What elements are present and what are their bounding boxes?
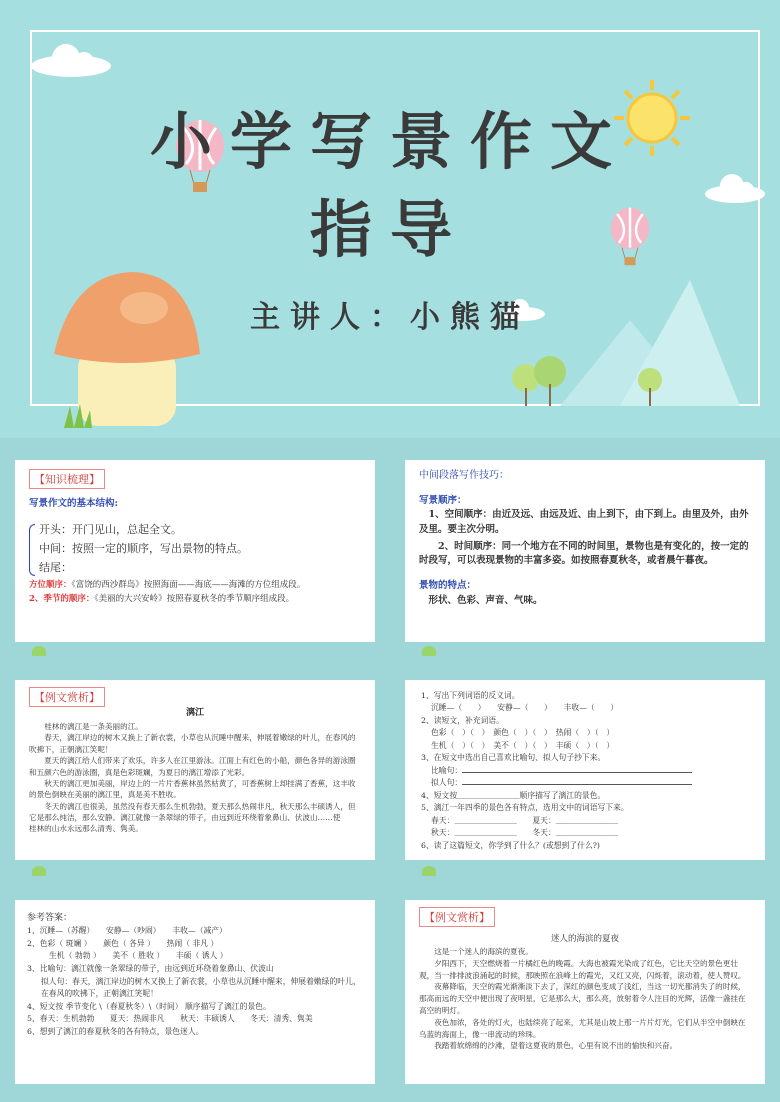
essay-paragraph: 桂林的漓江是一条美丽的江。 <box>44 721 143 731</box>
exercise-line: 沉睡—（ ） 安静—（ ） 丰收—（ ） <box>431 703 619 713</box>
features-subheading: 景物的特点： <box>419 580 477 592</box>
essay-paragraph: 夜色加浓，各处的灯火，也陆续亮了起来，尤其是山坡上那一片片灯光，它们从半空中倒映在乌蓝的海面上，像一串流动的珍珠。 <box>419 1017 746 1039</box>
answers-heading: 参考答案： <box>27 913 73 923</box>
exercise-line: 生机（ ）（ ） 美不（ ）（ ） 丰硕（ ）（ ） <box>431 740 615 750</box>
exercise-line: 2、读短文，补充词语。 <box>421 715 504 725</box>
slide-example-lijiang[interactable] <box>15 680 375 860</box>
answer-line: 5、春天：生机勃勃 夏天：热闹非凡 秋天：丰硕诱人 冬天：清秀、隽美 <box>27 1014 313 1024</box>
exercise-line: 拟人句： <box>421 777 749 789</box>
answer-line: 生机（ 勃勃 ） 美不（ 胜收 ） 丰硕（ 诱人 ） <box>49 951 228 961</box>
tree-icon <box>636 366 666 406</box>
title-line-1: 小学写景作文 <box>149 105 630 178</box>
section-heading: 中间段落写作技巧： <box>419 470 509 481</box>
brace-icon <box>29 524 35 576</box>
essay-paragraph: 夜幕降临，天空的霞光渐渐淡下去了，深红的颜色变成了浅红，当这一切光都消失了的时候，那高而远的天空中便出现了夜明星，它是那么大，那么亮，放射着令人注目的光辉，活像一盏挂在高空的明灯。 <box>419 982 746 1015</box>
features-text: 形状、色彩、声音、气味。 <box>428 594 543 606</box>
exercise-line: 6、读了这篇短文，你学到了什么？(或想到了什么?) <box>421 840 600 850</box>
time-order-text: 2、时间顺序：同一个地方在不同的时间里，景物也是有变化的，按一定的时段写，可以表现景物的丰富多姿。如按照春夏秋冬，或者晨午暮夜。 <box>419 540 749 567</box>
answer-line: 2、色彩（ 斑斓 ） 颜色（ 各异 ） 热闹（ 非凡 ） <box>27 938 219 948</box>
answer-line: 1、沉睡—（苏醒） 安静—（吵闹） 丰收—（减产） <box>27 926 227 935</box>
essay-title: 迷人的海滨的夏夜 <box>550 934 619 944</box>
exercise-line: 3、在短文中选出自己喜欢比喻句、拟人句子抄下来。 <box>421 753 606 763</box>
structure-middle: 中间：按照一定的顺序，写出景物的特点。 <box>39 541 248 555</box>
section-tag: 【知识梳理】 <box>29 469 105 489</box>
slide-example-seaside[interactable] <box>405 900 765 1084</box>
grass-icon <box>422 866 436 876</box>
answer-blank[interactable] <box>462 772 692 773</box>
grass-icon <box>422 646 436 656</box>
exercise-line: 春天：＿＿＿＿＿＿＿＿ 夏天：＿＿＿＿＿＿＿＿ <box>431 815 619 825</box>
order-subheading: 写景顺序： <box>419 494 467 506</box>
title-slide[interactable] <box>0 0 780 438</box>
slide-answers[interactable] <box>15 900 375 1084</box>
order-example-2: 2、季节的顺序：《美丽的大兴安岭》按照春夏秋冬的季节顺序组成段。 <box>29 593 295 604</box>
exercise-line: 1、写出下列词语的反义词。 <box>421 691 520 700</box>
essay-paragraph: 夕阳西下，天空燃烧着一片橘红色的晚霞。大海也被霞光染成了红色，它比天空的景色更壮观，当一排排波浪涌起的时候，那映照在浪峰上的霞光，又红又亮，闪烁着，滚动着，使人赞叹。 <box>419 958 746 980</box>
structure-opening: 开头：开门见山，总起全文。 <box>39 522 182 536</box>
answer-blank[interactable] <box>462 784 692 785</box>
cloud-icon <box>26 40 116 78</box>
space-order-text: 1、空间顺序：由近及远、由远及近、由上到下，由下到上。由里及外，由外及里。要主次分明。 <box>419 509 749 535</box>
essay-paragraph: 秋天的漓江更加美丽，岸边上的一片片香蕉林虽然枯黄了，可香蕉树上却挂满了香蕉，这丰收的景色倒映在美丽的漓江里，真是美不胜收。 <box>29 778 356 800</box>
essay-paragraph: 夏天的漓江给人们带来了欢乐，许多人在江里游泳。江面上有红色的小船，颜色各异的游泳圈和五颜六色的游泳圈，真是色彩斑斓，为夏日的漓江增添了光彩。 <box>29 756 356 777</box>
exercise-line: 5、漓江一年四季的景色各有特点，选用文中的词语写下来。 <box>421 803 629 813</box>
grass-icon <box>60 402 94 428</box>
section-tag: 【例文赏析】 <box>29 687 105 707</box>
answer-line: 拟人句：春天，漓江岸边的树木又换上了新衣裳，小草也从沉睡中醒来，伸展着嫩绿的叶儿，在春风的吹拂下，正朝漓江笑呢！ <box>41 976 361 999</box>
structure-list <box>29 520 361 578</box>
essay-paragraph: 春天，漓江岸边的树木又换上了新衣裳，小草也从沉睡中醒来，伸展着嫩绿的叶儿，在春风的吹拂下，正朝漓江笑呢！ <box>29 733 356 754</box>
essay-paragraph: 我踏着软绵绵的沙滩，望着这夏夜的景色，心里有说不出的愉快和兴奋。 <box>434 1041 678 1051</box>
answer-line: 6、想到了漓江的春夏秋冬的各有特点，景色迷人。 <box>27 1027 204 1036</box>
grass-icon <box>32 866 46 876</box>
slide-exercises[interactable] <box>405 680 765 860</box>
answer-line: 4、短文按 季节变化 \（春夏秋冬）\（时间） 顺序描写了漓江的景色。 <box>27 1001 271 1011</box>
exercise-list <box>421 690 749 852</box>
slide-writing-techniques[interactable] <box>405 460 765 642</box>
grass-icon <box>32 646 46 656</box>
answer-list <box>27 925 363 1039</box>
exercise-line: 4、短文按＿＿＿＿＿＿＿＿顺序描写了漓江的景色。 <box>421 790 606 800</box>
tree-icon <box>532 352 572 406</box>
essay-body <box>419 946 751 1052</box>
section-tag: 【例文赏析】 <box>419 907 495 927</box>
essay-paragraph: 这是一个迷人的海滨的夏夜。 <box>434 947 533 957</box>
exercise-line: 比喻句： <box>421 765 749 777</box>
essay-title: 漓江 <box>185 708 204 718</box>
speaker-label: 主讲人：小熊猫 <box>250 300 530 335</box>
slide-knowledge-summary[interactable] <box>15 460 375 642</box>
exercise-line: 秋天：＿＿＿＿＿＿＿＿ 冬天：＿＿＿＿＿＿＿＿ <box>431 828 619 838</box>
essay-paragraph: 冬天的漓江也很美，虽然没有春天那么生机勃勃，夏天那么热闹非凡，秋天那么丰硕诱人，但它是那么纯洁，那么安静。漓江就像一条翠绿的带子，由远到近环绕着象鼻山、伏波山……使 桂林的山水永远那么清秀、隽美。 <box>29 801 356 834</box>
essay-body <box>29 721 361 835</box>
section-heading: 写景作文的基本结构: <box>29 498 119 509</box>
exercise-line: 色彩（ ）（ ） 颜色（ ）（ ） 热闹（ ）（ ） <box>431 728 615 738</box>
order-example-1: 方位顺序：《富饶的西沙群岛》按照海面——海底——海滩的方位组成段。 <box>29 580 306 591</box>
answer-line: 3、比喻句：漓江就像一条翠绿的带子，由远到近环绕着象鼻山、伏波山 <box>27 963 274 973</box>
structure-ending: 结尾： <box>39 561 72 575</box>
title-line-2: 指导 <box>309 193 470 266</box>
